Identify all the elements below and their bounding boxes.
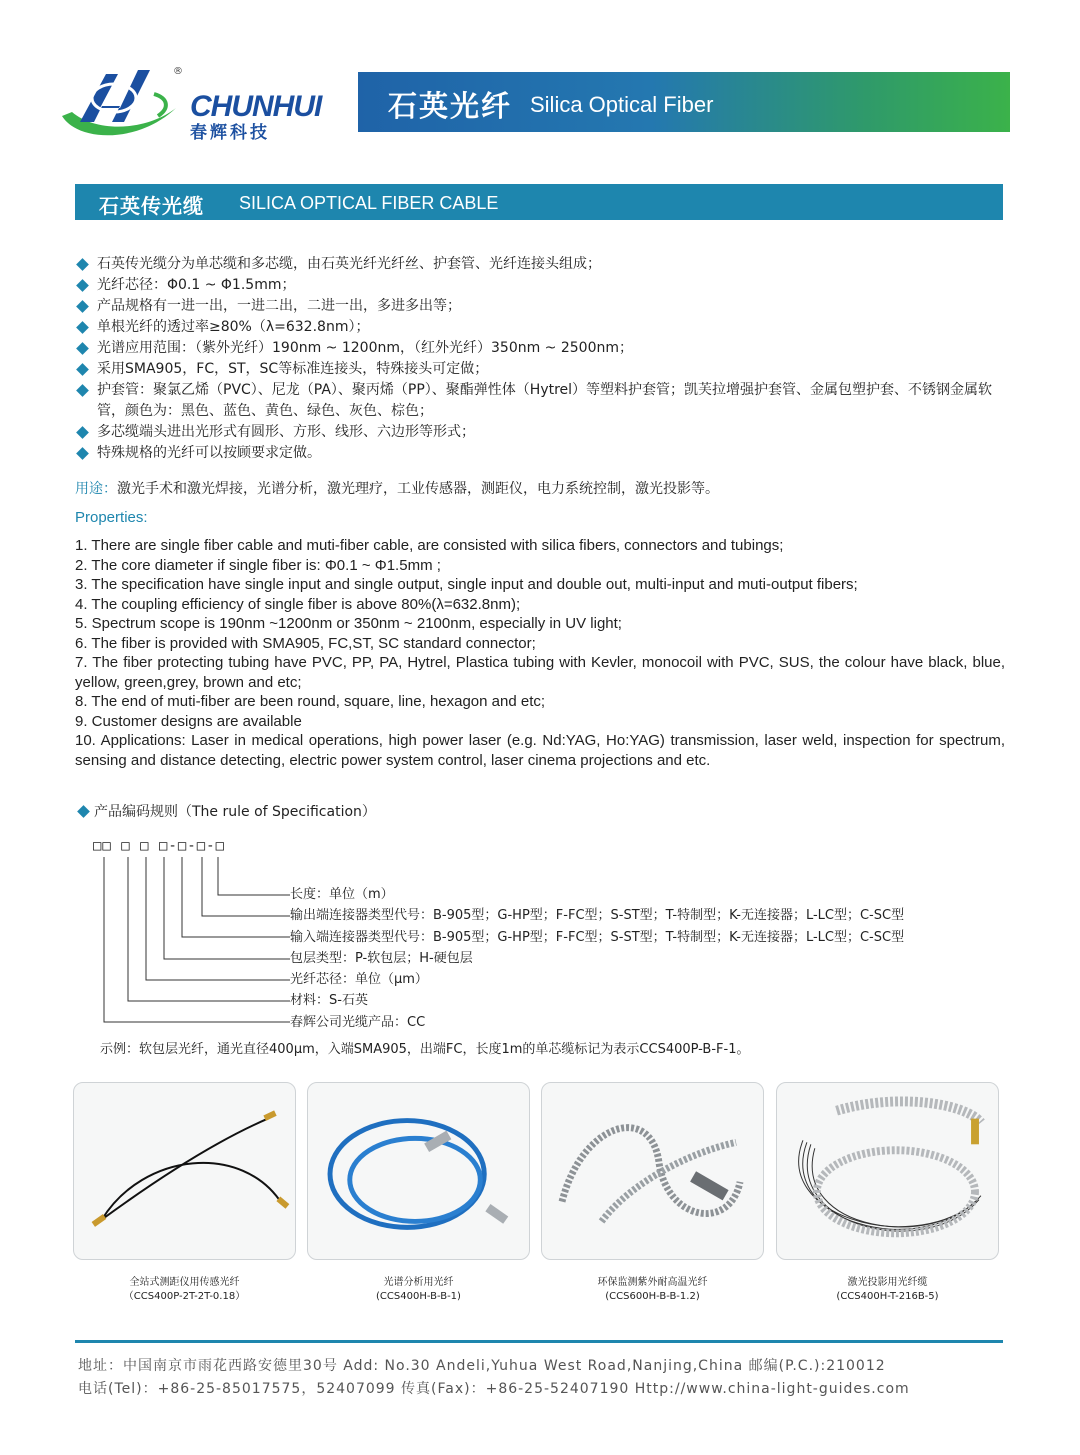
list-item: 采用SMA905，FC，ST，SC等标准连接头，特殊接头可定做； [75,359,1010,380]
logo-text-cn: 春辉科技 [190,123,270,143]
list-item: 输入端连接器类型代号：B-905型；G-HP型；F-FC型；S-ST型；T-特制型；K-无连接器；L-LC型；C-SC型 [290,929,905,945]
list-item: 光纤芯径：Φ0.1 ~ Φ1.5mm； [75,275,1010,296]
diamond-bullet-icon [77,805,90,818]
section-title-bar [75,184,1003,220]
diamond-bullet-icon [76,384,89,397]
list-item: 光谱应用范围：（紫外光纤）190nm ~ 1200nm，（红外光纤）350nm ~ 2500nm； [75,338,1010,359]
product-caption: 光谱分析用光纤 (CCS400H-B-B-1) [376,1277,461,1302]
list-item: 3. The specification have single input and single output, single input and double out, multi-input and muti-output fibers; [75,576,858,593]
header-title-band [358,72,1010,132]
list-item: 10. Applications: Laser in medical operations, high power laser (e.g. Nd:YAG, Ho:YAG) transmission, laser weld, inspection for spectrum, sensing and distance detecting, electric power system control, laser cinema projections and etc. [75,732,1005,769]
product-photo-spectral-fiber [307,1082,530,1260]
spec-rule-lines [290,884,904,1033]
usage-text: 激光手术和激光焊接，光谱分析，激光理疗，工业传感器，测距仪，电力系统控制，激光投影等。 [117,481,719,497]
feature-bullet-list [75,254,1010,464]
usage-label: 用途： [75,481,117,497]
header-title-cn: 石英光纤 [388,89,513,123]
usage-line [75,478,719,498]
list-item: 4. The coupling efficiency of single fiber is above 80%(λ=632.8nm); [75,595,521,613]
list-item: 光纤芯径：单位（μm） [290,972,428,988]
spec-bracket-diagram [90,855,290,1030]
list-item: 石英传光缆分为单芯缆和多芯缆，由石英光纤光纤丝、护套管、光纤连接头组成； [75,254,1010,275]
list-item: 材料：S-石英 [290,993,368,1009]
logo-text-en: CHUNHUI [190,90,322,123]
product-photo-sensing-fiber [73,1082,296,1260]
list-item: 特殊规格的光纤可以按顾要求定做。 [75,443,1010,464]
section-title-en: SILICA OPTICAL FIBER CABLE [239,193,499,213]
diamond-bullet-icon [76,321,89,334]
product-photo-uv-fiber [541,1082,764,1260]
section-title-cn: 石英传光缆 [99,194,204,218]
footer-contact: 电话(Tel)：+86-25-85017575，52407099 传真(Fax)：+86-25-52407190 Http://www.china-light-guides.com [78,1381,910,1397]
list-item: 6. The fiber is provided with SMA905, FC,ST, SC standard connector; [75,634,536,652]
list-item: 多芯缆端头进出光形式有圆形、方形、线形、六边形等形式； [75,422,1010,443]
list-item: 9. Customer designs are available [75,712,302,730]
registered-mark: ® [173,66,183,77]
diamond-bullet-icon [76,258,89,271]
list-item: 单根光纤的透过率≥80%（λ=632.8nm）； [75,317,1010,338]
list-item: 2. The core diameter if single fiber is: Φ0.1 ~ Φ1.5mm ; [75,556,441,574]
footer-address: 地址：中国南京市雨花西路安德里30号 Add: No.30 Andeli,Yuhua West Road,Nanjing,China 邮编(P.C.):210012 [78,1358,886,1374]
product-caption: 激光投影用光纤缆 (CCS400H-T-216B-5) [836,1277,939,1302]
list-item: 7. The fiber protecting tubing have PVC, PP, PA, Hytrel, Plastica tubing with Kevler, monocoil with PVC, SUS, the colour have black, blue, yellow, green,grey, brown and etc; [75,654,1005,691]
list-item: 产品规格有一进一出，一进二出，二进一出，多进多出等； [75,296,1010,317]
spec-code-template: □□ □ □ □-□-□-□ [93,838,226,854]
spec-example: 示例：软包层光纤，通光直径400μm，入端SMA905，出端FC，长度1m的单芯缆标记为表示CCS400P-B-F-1。 [100,1042,750,1057]
diamond-bullet-icon [76,279,89,292]
list-item: 春辉公司光缆产品：CC [290,1014,426,1030]
spec-rule-title: 产品编码规则（The rule of Specification） [75,801,376,821]
diamond-bullet-icon [76,300,89,313]
properties-list [75,536,1005,770]
product-caption: 全站式测距仪用传感光纤 （CCS400P-2T-2T-0.18） [123,1277,246,1302]
diamond-bullet-icon [76,426,89,439]
footer-divider [75,1340,1003,1343]
product-photo-projection-cable [776,1082,999,1260]
diamond-bullet-icon [76,342,89,355]
product-caption: 环保监测紫外耐高温光纤 (CCS600H-B-B-1.2) [597,1277,708,1302]
properties-title: Properties: [75,509,148,526]
list-item: 长度：单位（m） [290,887,394,902]
list-item: 5. Spectrum scope is 190nm ~1200nm or 350nm ~ 2100nm, especially in UV light; [75,615,622,632]
diamond-bullet-icon [76,447,89,460]
list-item: 输出端连接器类型代号：B-905型；G-HP型；F-FC型；S-ST型；T-特制型；K-无连接器；L-LC型；C-SC型 [290,908,905,924]
list-item: 包层类型：P-软包层；H-硬包层 [290,950,473,966]
list-item: 1. There are single fiber cable and muti-fiber cable, are consisted with silica fibers, connectors and tubings; [75,537,784,554]
list-item: 8. The end of muti-fiber are been round, square, line, hexagon and etc; [75,693,546,710]
list-item: 护套管：聚氯乙烯（PVC）、尼龙（PA）、聚丙烯（PP）、聚酯弹性体（Hytrel）等塑料护套管；凯芙拉增强护套管、金属包塑护套、不锈钢金属软管，颜色为：黑色、蓝色、黄色、绿色、灰色、棕色； [75,380,1010,422]
logo-mark-icon [58,64,178,144]
diamond-bullet-icon [76,363,89,376]
header-title-en: Silica Optical Fiber [530,92,714,117]
